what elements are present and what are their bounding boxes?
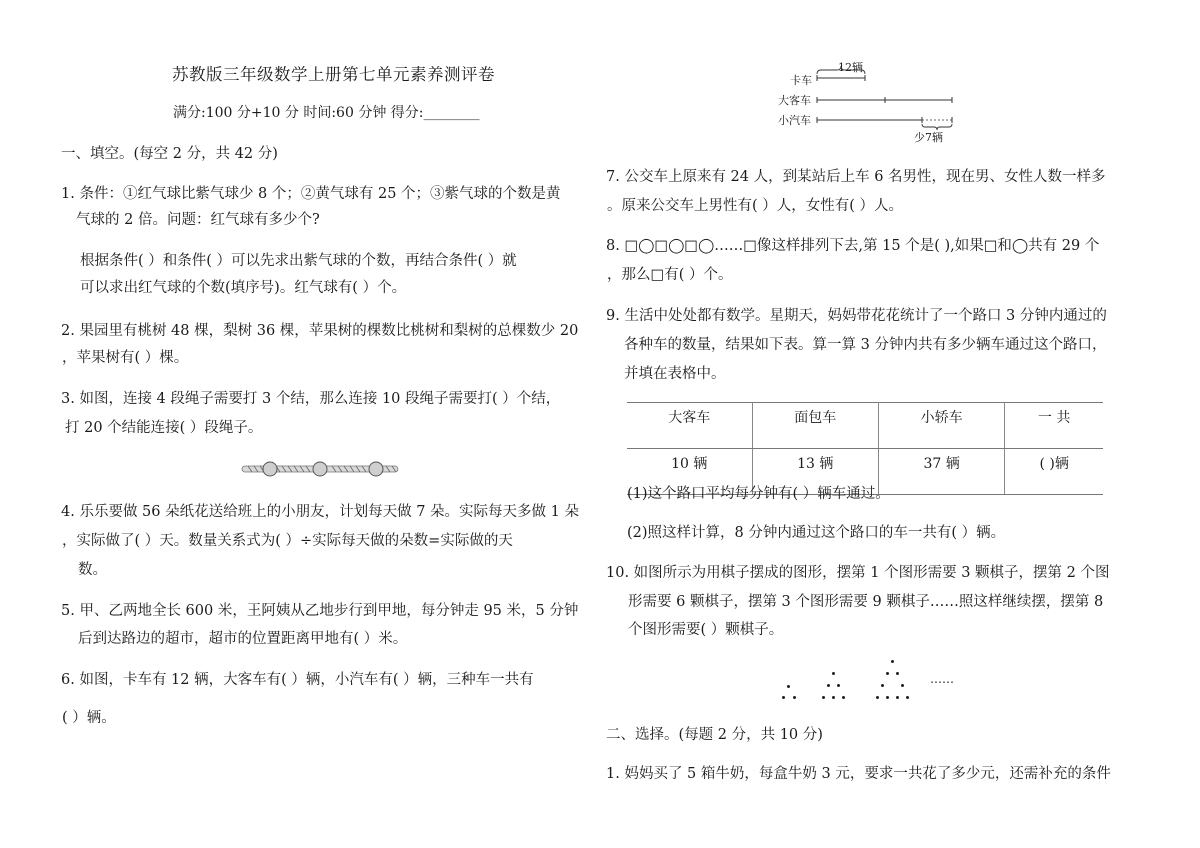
q9-line3: 并填在表格中。 xyxy=(624,366,726,382)
table-cell: 10 辆 xyxy=(627,449,752,495)
q10-line1: 10. 如图所示为用棋子摆成的图形，摆第 1 个图形需要 3 颗棋子，摆第 2 个图 xyxy=(606,565,1110,581)
dot xyxy=(891,660,894,663)
q5-line2: 后到达路边的超市，超市的位置距离甲地有( ）米。 xyxy=(78,631,408,647)
q9-line2: 各种车的数量，结果如下表。算一算 3 分钟内共有多少辆车通过这个路口， xyxy=(624,337,1107,353)
diagram-row-truck: 卡车 xyxy=(790,74,812,87)
q1-line3: 根据条件( ）和条件( ）可以先求出紫气球的个数，再结合条件( ）就 xyxy=(80,253,517,269)
table-header-cell: 一 共 xyxy=(1005,403,1103,449)
dot xyxy=(896,696,899,699)
q9-sub2: (2)照这样计算，8 分钟内通过这个路口的车一共有( ）辆。 xyxy=(627,525,1006,541)
diagram-bars xyxy=(800,60,970,140)
section1-heading: 一、填空。(每空 2 分，共 42 分) xyxy=(61,146,278,162)
q1-line4: 可以求出红气球的个数(填序号)。红气球有( ）个。 xyxy=(80,280,407,296)
q8-line1: 8. □◯□◯□◯……□像这样排列下去,第 15 个是( ),如果□和◯共有 29 个 xyxy=(606,238,1100,254)
diagram-top-label: 12辆 xyxy=(838,61,863,74)
dot xyxy=(906,696,909,699)
table-header-row xyxy=(627,403,1103,449)
q4-line3: 数。 xyxy=(78,562,107,578)
q4-line2: ，实际做了( ）天。数量关系式为( ）÷实际每天做的朵数=实际做的天 xyxy=(62,533,513,549)
dot xyxy=(787,685,790,688)
dot xyxy=(886,696,889,699)
dot-pattern-ellipsis: …… xyxy=(930,672,954,686)
dot xyxy=(901,684,904,687)
q6-line1: 6. 如图，卡车有 12 辆，大客车有( ）辆，小汽车有( ）辆，三种车一共有 xyxy=(61,672,534,688)
table-cell: 37 辆 xyxy=(878,449,1004,495)
q9-line1: 9. 生活中处处都有数学。星期天，妈妈带花花统计了一个路口 3 分钟内通过的 xyxy=(606,308,1107,324)
q7-line2: 。原来公交车上男性有( ）人，女性有( ）人。 xyxy=(607,198,904,214)
dot xyxy=(842,696,845,699)
traffic-table xyxy=(627,402,1103,495)
dot xyxy=(837,684,840,687)
table-header-cell: 面包车 xyxy=(752,403,878,449)
q6-line2: ( ）辆。 xyxy=(62,710,116,726)
dot xyxy=(793,696,796,699)
dot xyxy=(827,684,830,687)
q9-sub1: (1)这个路口平均每分钟有( ）辆车通过。 xyxy=(627,486,890,502)
q8-line2: ，那么□有( ）个。 xyxy=(607,267,733,283)
dot xyxy=(832,696,835,699)
table-header-cell: 大客车 xyxy=(627,403,752,449)
diagram-row-bus: 大客车 xyxy=(778,94,811,107)
q1-line2: 气球的 2 倍。问题：红气球有多少个? xyxy=(76,212,320,228)
dot xyxy=(881,684,884,687)
table-cell-total[interactable]: ( )辆 xyxy=(1005,449,1103,495)
q3-line1: 3. 如图，连接 4 段绳子需要打 3 个结，那么连接 10 段绳子需要打( ）个结， xyxy=(61,391,561,407)
q5-line1: 5. 甲、乙两地全长 600 米，王阿姨从乙地步行到甲地，每分钟走 95 米，5 分钟 xyxy=(61,603,579,619)
section2-heading: 二、选择。(每题 2 分，共 10 分) xyxy=(606,727,823,743)
table-header-cell: 小轿车 xyxy=(878,403,1004,449)
table-cell: 13 辆 xyxy=(752,449,878,495)
q2-line1: 2. 果园里有桃树 48 棵，梨树 36 棵，苹果树的棵数比桃树和梨树的总棵数少 20 xyxy=(61,323,579,339)
q4-line1: 4. 乐乐要做 56 朵纸花送给班上的小朋友，计划每天做 7 朵。实际每天多做 1 朵 xyxy=(61,504,579,520)
dot xyxy=(822,696,825,699)
diagram-bottom-label: 少7辆 xyxy=(914,131,943,144)
dot xyxy=(886,672,889,675)
q2-line2: ，苹果树有( ）棵。 xyxy=(62,350,189,366)
q7-line1: 7. 公交车上原来有 24 人，到某站后上车 6 名男性，现在男、女性人数一样多 xyxy=(606,169,1106,185)
exam-info: 满分:100 分+10 分 时间:60 分钟 得分:________ xyxy=(173,105,480,121)
page-title: 苏教版三年级数学上册第七单元素养测评卷 xyxy=(172,65,495,84)
dot xyxy=(876,696,879,699)
q1-line1: 1. 条件：①红气球比紫气球少 8 个；②黄气球有 25 个；③紫气球的个数是黄 xyxy=(61,186,561,202)
section2-q1: 1. 妈妈买了 5 箱牛奶，每盒牛奶 3 元，要求一共花了多少元，还需补充的条件 xyxy=(606,766,1111,782)
rope-knots-image xyxy=(240,460,400,478)
q3-line2: 打 20 个结能连接( ）段绳子。 xyxy=(65,420,263,436)
dot xyxy=(896,672,899,675)
q10-line2: 形需要 6 颗棋子，摆第 3 个图形需要 9 颗棋子……照这样继续摆，摆第 8 xyxy=(628,594,1104,610)
diagram-row-car: 小汽车 xyxy=(778,114,811,127)
dot xyxy=(832,672,835,675)
dot xyxy=(782,696,785,699)
q10-line3: 个图形需要( ）颗棋子。 xyxy=(628,622,784,638)
